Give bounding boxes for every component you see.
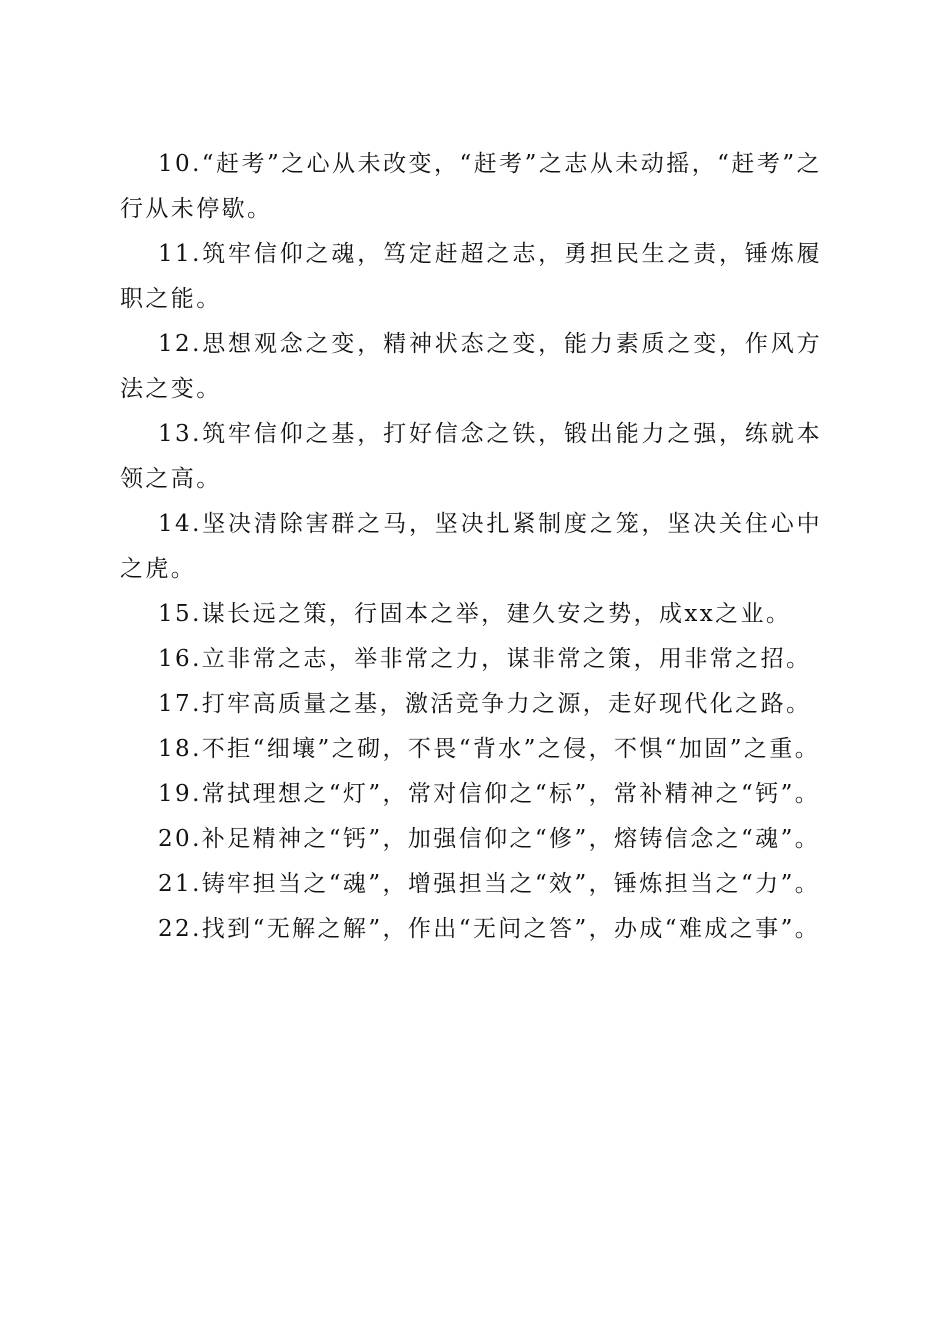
document-page bbox=[120, 142, 822, 952]
paragraph-10: 10.“赶考”之心从未改变，“赶考”之志从未动摇，“赶考”之行从未停歇。 bbox=[120, 151, 822, 222]
paragraph-21: 21.铸牢担当之“魂”，增强担当之“效”，锤炼担当之“力”。 bbox=[158, 871, 821, 897]
paragraph-14: 14.坚决清除害群之马，坚决扎紧制度之笼，坚决关住心中之虎。 bbox=[120, 511, 822, 582]
paragraph-22: 22.找到“无解之解”，作出“无问之答”，办成“难成之事”。 bbox=[158, 916, 821, 942]
paragraph-12: 12.思想观念之变，精神状态之变，能力素质之变，作风方法之变。 bbox=[120, 331, 822, 402]
paragraph-19: 19.常拭理想之“灯”，常对信仰之“标”，常补精神之“钙”。 bbox=[158, 781, 821, 807]
paragraph-16: 16.立非常之志，举非常之力，谋非常之策，用非常之招。 bbox=[158, 646, 812, 672]
paragraph-17: 17.打牢高质量之基，激活竞争力之源，走好现代化之路。 bbox=[158, 691, 812, 717]
paragraph-11: 11.筑牢信仰之魂，笃定赶超之志，勇担民生之责，锤炼履职之能。 bbox=[120, 241, 822, 312]
paragraph-15: 15.谋长远之策，行固本之举，建久安之势，成xx之业。 bbox=[158, 601, 792, 627]
paragraph-13: 13.筑牢信仰之基，打好信念之铁，锻出能力之强，练就本领之高。 bbox=[120, 421, 822, 492]
paragraph-20: 20.补足精神之“钙”，加强信仰之“修”，熔铸信念之“魂”。 bbox=[158, 826, 821, 852]
paragraph-18: 18.不拒“细壤”之砌，不畏“背水”之侵，不惧“加固”之重。 bbox=[158, 736, 821, 762]
